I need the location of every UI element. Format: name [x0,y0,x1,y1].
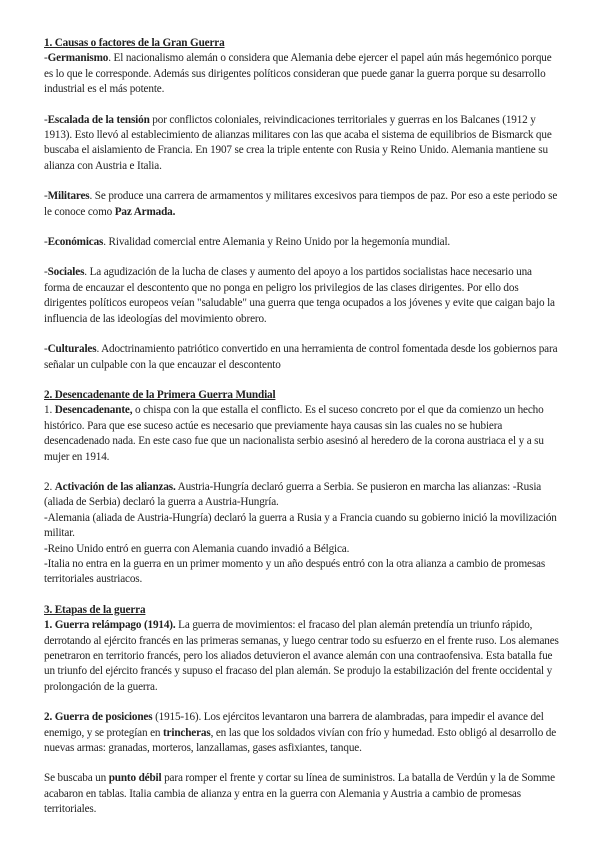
paragraph-punto-debil: Se buscaba un punto débil para romper el frente y cortar su línea de suministros. La batalla de Verdún y la de Somme acabaron en tablas. Italia cambia de alianza y entra en la guerra con Alemania y Austria a cambio de promesas territoriales. [44,772,555,816]
term-culturales: Culturales [47,343,97,356]
line-reino-unido: -Reino Unido entró en guerra con Alemania cuando invadió a Bélgica. [44,542,350,555]
paragraph-desencadenante: 1. Desencadenante, o chispa con la que estalla el conflicto. Es el suceso concreto por el que da comienzo un hecho histórico. Para que ese suceso actúe es necesario que previamente haya causas sin las cuales no se hubiera desencadenado nada. En este caso fue que un nacionalista serbio asesinó al heredero de la corona austriaca el y a su mujer en 1914. [44,404,544,463]
line-alemania: -Alemania (aliada de Austria-Hungría) declaró la guerra a Rusia y a Francia cuando su gobierno inició la movilización militar. [44,511,557,540]
term-desencadenante: Desencadenante, [54,404,133,417]
term-guerra-relampago: 1. Guerra relámpago (1914). [44,619,176,632]
term-punto-debil: punto débil [108,772,162,785]
term-trincheras: trincheras [162,726,211,739]
term-escalada: Escalada de la tensión [47,113,150,126]
paragraph-guerra-relampago: 1. Guerra relámpago (1914). La guerra de movimientos: el fracaso del plan alemán pretendía un triunfo rápido, derrotando al ejército francés en las primeras semanas, y luego centrar todo su esfuerzo en el frente ruso. Los alemanes penetraron en territorio francés, pero los aliados detuvieron el avance alemán con una contraofensiva. Esta batalla fue un triunfo del ejército francés y supuso el fracaso del plan alemán. Se produjo la estabilización del frente occidental y prolongación de la guerra. [44,619,559,693]
paragraph-germanismo: -Germanismo. El nacionalismo alemán o considera que Alemania debe ejercer el papel aún más hegemónico porque es lo que le corresponde. Además sus dirigentes políticos consideran que puede ganar la guerra porque su desarrollo industrial es el más potente. [44,52,552,96]
paragraph-alianzas: 2. Activación de las alianzas. Austria-Hungría declaró guerra a Serbia. Se pusieron en marcha las alianzas: -Rusia (aliada de Serbia) declaró la guerra a Austria-Hungría. [44,480,542,509]
term-sociales: Sociales [47,266,85,279]
term-alianzas: Activación de las alianzas. [54,480,176,493]
section-1-title: 1. Causas o factores de la Gran Guerra [44,37,225,49]
term-militares: Militares [47,190,90,203]
paragraph-sociales: -Sociales. La agudización de la lucha de clases y aumento del apoyo a los partidos socialistas hace necesario una forma de encauzar el descontento que no ponga en peligro los privilegios de las clases dirigentes. Por ello dos dirigentes políticos europeos veían "saludable" una guerra que tenga ocupados a los jóvenes y evite que caigan bajo la influencia de las ideologías del movimiento obrero. [44,266,555,325]
term-guerra-posiciones: 2. Guerra de posiciones [44,711,153,724]
paragraph-militares: -Militares. Se produce una carrera de armamentos y militares excesivos para tiempos de paz. Por eso a este periodo se le conoce como Paz Armada. [44,190,558,218]
paragraph-escalada: -Escalada de la tensión por conflictos coloniales, reivindicaciones territoriales y guerras en los Balcanes (1912 y 1913). Esto llevó al establecimiento de alianzas militares con las que acaba el sistema de equilibrios de Bismarck que buscaba el aislamiento de Francia. En 1907 se crea la triple entente con Rusia y Reino Unido. Alemania mantiene su alianza con Austria e Italia. [44,113,552,172]
section-2-title: 2. Desencadenante de la Primera Guerra Mundial [44,388,276,401]
paragraph-culturales: -Culturales. Adoctrinamiento patriótico convertido en una herramienta de control fomentada desde los gobiernos para señalar un culpable con la que encauzar el descontento [44,343,558,371]
term-germanismo: Germanismo [47,52,109,65]
term-paz-armada: Paz Armada. [114,205,176,218]
term-economicas: Económicas [47,236,104,249]
section-3-title: 3. Etapas de la guerra [44,603,146,616]
paragraph-guerra-posiciones: 2. Guerra de posiciones (1915-16). Los ejércitos levantaron una barrera de alambradas, para impedir el avance del enemigo, y se protegían en trincheras, en las que los soldados vivían con frío y humedad. Esto obligó al desarrollo de nuevas armas: granadas, morteros, lanzallamas, gases asfixiantes, tanque. [44,711,557,755]
paragraph-economicas: -Económicas. Rivalidad comercial entre Alemania y Reino Unido por la hegemonía mundial. [44,236,451,249]
line-italia: -Italia no entra en la guerra en un primer momento y un año después entró con la otra alianza a cambio de promesas territoriales austriacos. [44,557,546,586]
document-page [44,36,560,818]
